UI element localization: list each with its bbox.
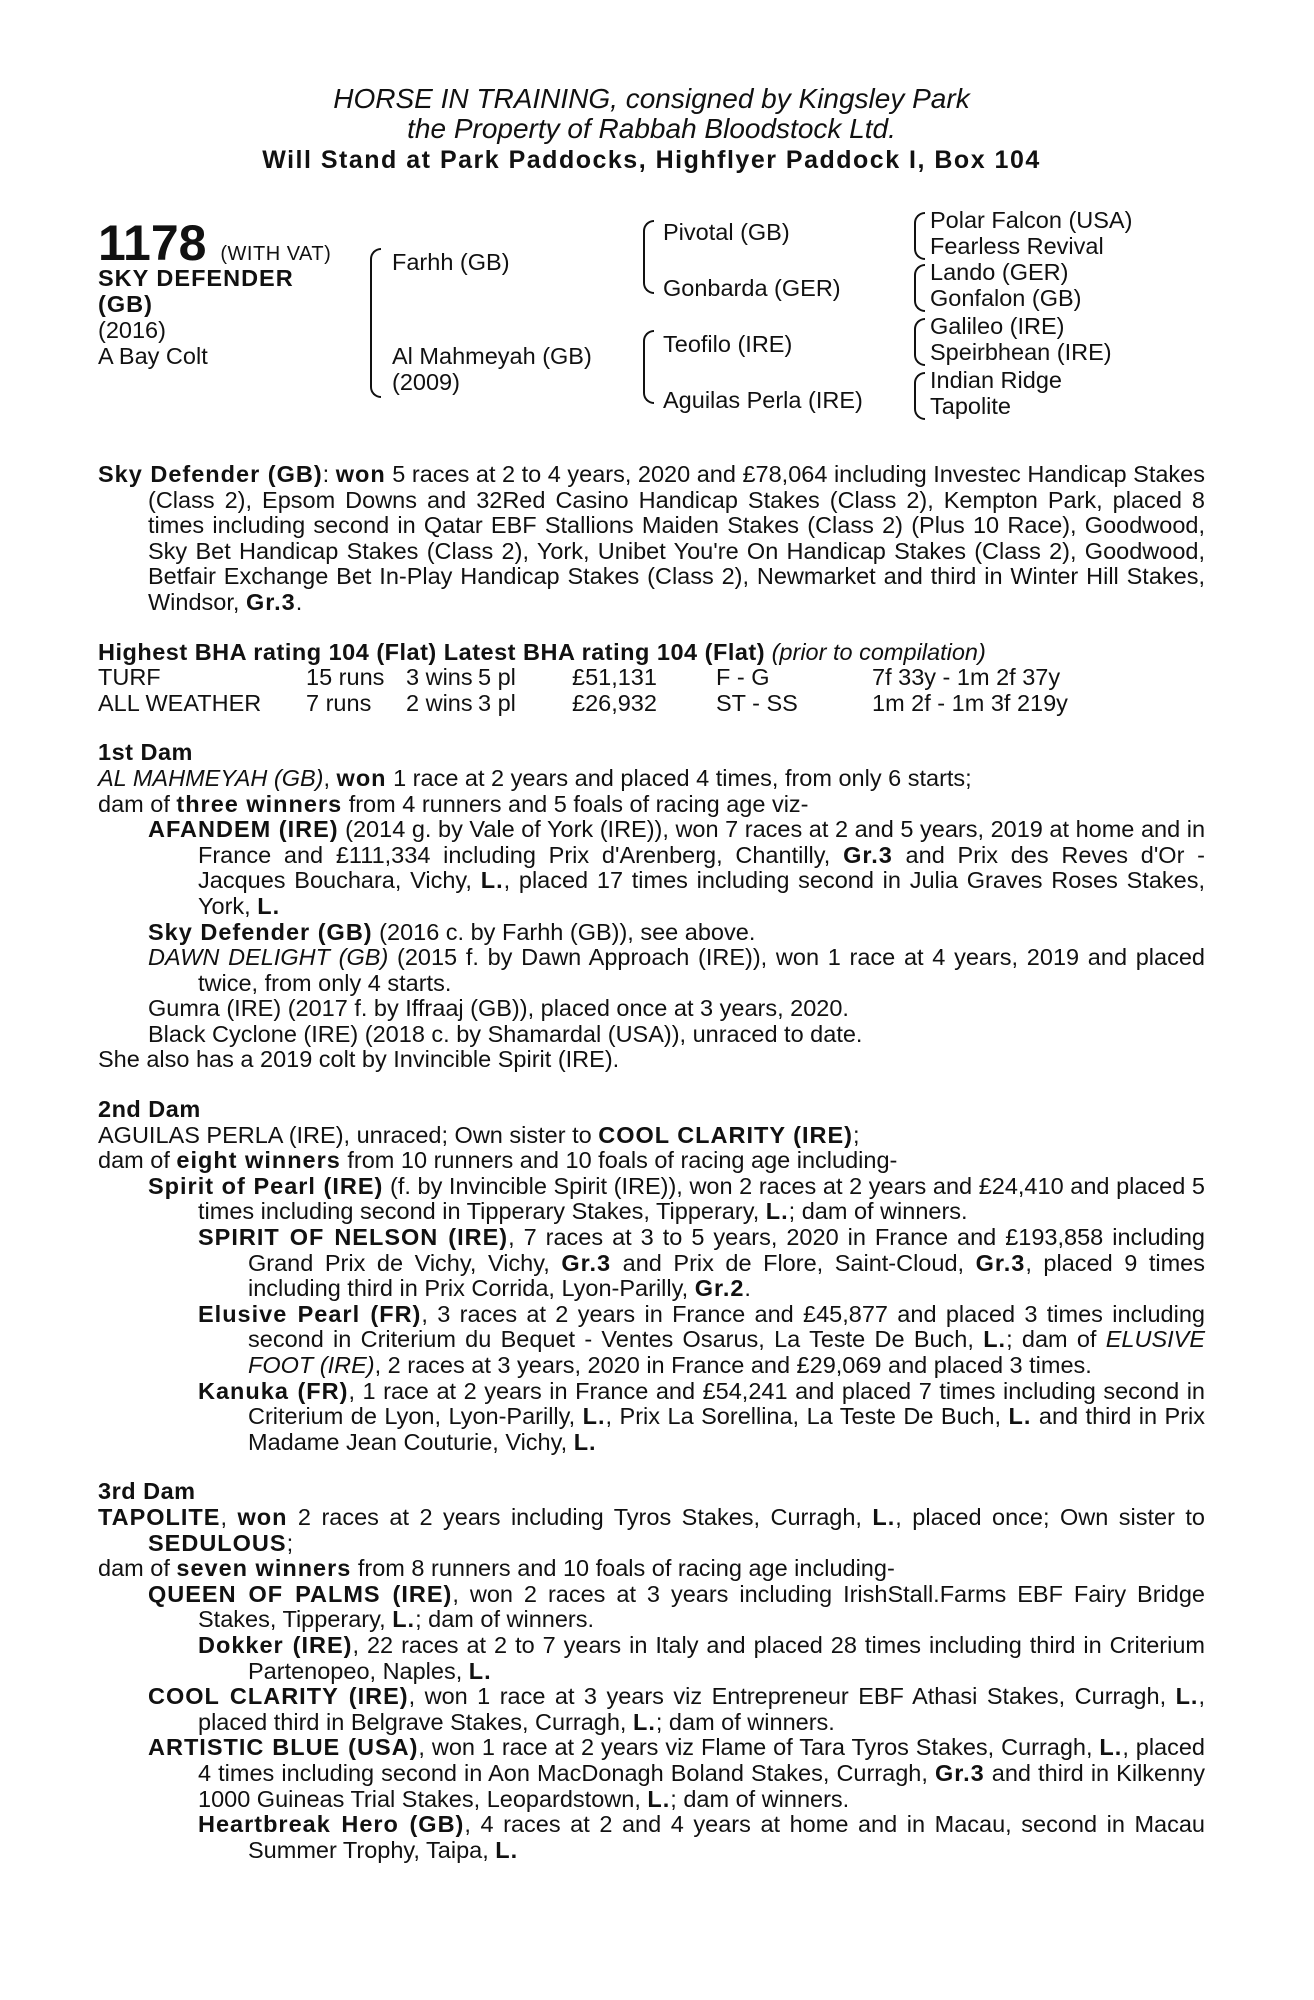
produce-kanuka: Kanuka (FR), 1 race at 2 years in France and £54,241 and placed 7 times including second in Criterium de Lyon, Lyon-Parilly, L., Prix La Sorellina, La Teste De Buch, L. and third in Prix Madame Jean Couturie, Vichy, L. [198,1377,1205,1455]
dam: Al Mahmeyah (GB) [392,343,592,369]
dam-sire: Teofilo (IRE) [663,331,793,357]
second-dam-heading: 2nd Dam [98,1096,201,1123]
dam-year: (2009) [392,369,460,395]
page-header [98,84,1205,176]
dam-dam-dam: Tapolite [930,393,1011,419]
gen3-brace-1 [914,212,925,260]
produce-artistic-blue: ARTISTIC BLUE (USA), won 1 race at 2 years viz Flame of Tara Tyros Stakes, Curragh, L., placed 4 times including second in Aon MacDonagh Boland Stakes, Curragh, Gr.3 and third in Kilkenny 1000 Guineas Trial Stakes, Leopardstown, L.; dam of winners. [148,1734,1206,1812]
dam-parents-brace [643,330,654,404]
sire-dam-brace [370,248,381,398]
produce-afandem: AFANDEM (IRE) (2014 g. by Vale of York (IRE)), won 7 races at 2 and 5 years, 2019 at home and in France and £111,334 including Prix d'Arenberg, Chantilly, Gr.3 and Prix des Reves d'Or - Jacques Bouchara, Vichy, L., placed 17 times including second in Julia Graves Roses Stakes, York, L. [148,816,1206,919]
table-row: ALL WEATHER 7 runs 2 wins 3 pl £26,932 ST - SS 1m 2f - 1m 3f 219y [98,689,1068,716]
horse-name-line1: SKY DEFENDER [98,265,294,291]
gen3-brace-2 [914,264,925,312]
produce-elusive-pearl: Elusive Pearl (FR), 3 races at 2 years in France and £45,877 and placed 3 times including second in Criterium du Bequet - Ventes Osarus, La Teste De Buch, L.; dam of ELUSIVE FOOT (IRE), 2 races at 3 years, 2020 in France and £29,069 and placed 3 times. [198,1300,1206,1378]
produce-heartbreak-hero: Heartbreak Hero (GB), 4 races at 2 and 4 years at home and in Macau, second in Macau Summer Trophy, Taipa, L. [198,1811,1205,1863]
sire-parents-brace [643,220,654,294]
dam-dam: Aguilas Perla (IRE) [663,387,863,413]
sire-sire-dam: Fearless Revival [930,233,1104,259]
lot-number: 1178 [98,215,207,271]
catalogue-page [98,84,1205,1863]
produce-queen-of-palms: QUEEN OF PALMS (IRE), won 2 races at 3 years including IrishStall.Farms EBF Fairy Bridge Stakes, Tipperary, L.; dam of winners. [148,1580,1205,1633]
third-dam-section: 3rd Dam TAPOLITE, won 2 races at 2 years including Tyros Stakes, Curragh, L., placed once; Own sister to SEDULOUS; dam of seven winners from 8 runners and 10 foals of racing age including- QUEEN OF PALMS (IRE), won 2 races at 3 years including IrishStall.Farms EBF Fairy Bridge Stakes, Tipperary, L.; dam of winners. Dokker (IRE), 22 races at 2 to 7 years in Italy and placed 28 times including third in Criterium Partenopeo, Naples, L. COOL CLARITY (IRE), won 1 race at 3 years viz Entrepreneur EBF Athasi Stakes, Curragh, L., placed third in Belgrave Stakes, Curragh, L.; dam of winners. ARTISTIC BLUE (USA), won 1 race at 2 years viz Flame of Tara Tyros Stakes, Curragh, L., placed 4 times including second in Aon MacDonagh Boland Stakes, Curragh, Gr.3 and third in Kilkenny 1000 Guineas Trial Stakes, Leopardstown, L.; dam of winners. Heartbreak Hero (GB), 4 races at 2 and 4 years at home and in Macau, second in Macau Summer Trophy, Taipa, L. [98,1478,1206,1863]
produce-cool-clarity: COOL CLARITY (IRE), won 1 race at 3 years viz Entrepreneur EBF Athasi Stakes, Curragh, L., placed third in Belgrave Stakes, Curragh, L.; dam of winners. [148,1683,1205,1735]
gen3-brace-4 [914,372,925,420]
sire-dam: Gonbarda (GER) [663,275,841,301]
sire: Farhh (GB) [392,249,510,275]
second-dam-section: 2nd Dam AGUILAS PERLA (IRE), unraced; Own sister to COOL CLARITY (IRE); dam of eight winners from 10 runners and 10 foals of racing age including- Spirit of Pearl (IRE) (f. by Invincible Spirit (IRE)), won 2 races at 2 years and £24,410 and placed 5 times including second in Tipperary Stakes, Tipperary, L.; dam of winners. SPIRIT OF NELSON (IRE), 7 races at 3 to 5 years, 2020 in France and £193,858 including Grand Prix de Vichy, Vichy, Gr.3 and Prix de Flore, Saint-Cloud, Gr.3, placed 9 times including third in Prix Corrida, Lyon-Parilly, Gr.2. Elusive Pearl (FR), 3 races at 2 years in France and £45,877 and placed 3 times including second in Criterium du Bequet - Ventes Osarus, La Teste De Buch, L.; dam of ELUSIVE FOOT (IRE), 2 races at 3 years, 2020 in France and £29,069 and placed 3 times. Kanuka (FR), 1 race at 2 years in France and £54,241 and placed 7 times including second in Criterium de Lyon, Lyon-Parilly, L., Prix La Sorellina, La Teste De Buch, L. and third in Prix Madame Jean Couturie, Vichy, L. [98,1096,1206,1455]
sire-sire: Pivotal (GB) [663,219,790,245]
horse-name-line2: (GB) [98,291,153,317]
ratings-block [98,640,1205,717]
horse-description: A Bay Colt [98,343,208,369]
produce-spirit-of-nelson: SPIRIT OF NELSON (IRE), 7 races at 3 to 5 years, 2020 in France and £193,858 including Grand Prix de Vichy, Vichy, Gr.3 and Prix de Flore, Saint-Cloud, Gr.3, placed 9 times including third in Prix Corrida, Lyon-Parilly, Gr.2. [198,1224,1205,1302]
dam-sire-dam: Speirbhean (IRE) [930,339,1112,365]
first-dam-section: 1st Dam AL MAHMEYAH (GB), won 1 race at 2 years and placed 4 times, from only 6 starts; dam of three winners from 4 runners and 5 foals of racing age viz- AFANDEM (IRE) (2014 g. by Vale of York (IRE)), won 7 races at 2 and 5 years, 2019 at home and in France and £111,334 including Prix d'Arenberg, Chantilly, Gr.3 and Prix des Reves d'Or - Jacques Bouchara, Vichy, L., placed 17 times including second in Julia Graves Roses Stakes, York, L. Sky Defender (GB) (2016 c. by Farhh (GB)), see above. DAWN DELIGHT (GB) (2015 f. by Dawn Approach (IRE)), won 1 race at 4 years, 2019 and placed twice, from only 4 starts. Gumra (IRE) (2017 f. by Iffraaj (GB)), placed once at 3 years, 2020. Black Cyclone (IRE) (2018 c. by Shamardal (USA)), unraced to date. She also has a 2019 colt by Invincible Spirit (IRE). [98,739,1206,1073]
bha-rating-line: Highest BHA rating 104 (Flat) Latest BHA rating 104 (Flat) (prior to compilation) [98,638,986,665]
sire-dam-sire: Lando (GER) [930,259,1069,285]
location-line: Will Stand at Park Paddocks, Highflyer Paddock I, Box 104 [262,146,1041,174]
table-row: TURF 15 runs 3 wins 5 pl £51,131 F - G 7f 33y - 1m 2f 37y [98,664,1061,691]
produce-note: She also has a 2019 colt by Invincible Spirit (IRE). [98,1046,620,1073]
property-line: the Property of Rabbah Bloodstock Ltd. [407,113,896,144]
produce-gumra: Gumra (IRE) (2017 f. by Iffraaj (GB)), placed once at 3 years, 2020. [148,995,849,1022]
sire-dam-dam: Gonfalon (GB) [930,285,1082,311]
produce-black-cyclone: Black Cyclone (IRE) (2018 c. by Shamardal (USA)), unraced to date. [148,1020,863,1047]
produce-dokker: Dokker (IRE), 22 races at 2 to 7 years in Italy and placed 28 times including third in Criterium Partenopeo, Naples, L. [198,1631,1205,1684]
produce-dawn-delight: DAWN DELIGHT (GB) (2015 f. by Dawn Approach (IRE)), won 1 race at 4 years, 2019 and placed twice, from only 4 starts. [148,944,1205,996]
dam-dam-sire: Indian Ridge [930,367,1062,393]
produce-spirit-of-pearl: Spirit of Pearl (IRE) (f. by Invincible Spirit (IRE)), won 2 races at 2 years and £24,410 and placed 5 times including second in Tipperary Stakes, Tipperary, L.; dam of winners. [148,1172,1205,1225]
dam-sire-sire: Galileo (IRE) [930,313,1065,339]
gen3-brace-3 [914,318,925,366]
foaling-year: (2016) [98,317,166,343]
produce-sky-defender: Sky Defender (GB) (2016 c. by Farhh (GB)), see above. [148,918,756,945]
pedigree-block [98,206,1205,436]
third-dam-heading: 3rd Dam [98,1478,196,1505]
stats-table [98,665,1068,716]
sire-sire-sire: Polar Falcon (USA) [930,207,1133,233]
vat-note: (WITH VAT) [220,243,332,265]
consignment-line: HORSE IN TRAINING, consigned by Kingsley Park [333,83,970,114]
first-dam-heading: 1st Dam [98,739,193,766]
race-record: Sky Defender (GB): won 5 races at 2 to 4 years, 2020 and £78,064 including Investec Handicap Stakes (Class 2), Epsom Downs and 32Red Casino Handicap Stakes (Class 2), Kempton Park, placed 8 times including second in Qatar EBF Stallions Maiden Stakes (Class 2) (Plus 10 Race), Goodwood, Sky Bet Handicap Stakes (Class 2), York, Unibet You're On Handicap Stakes (Class 2), Goodwood, Betfair Exchange Bet In-Play Handicap Stakes (Class 2), Newmarket and third in Winter Hill Stakes, Windsor, Gr.3. [98,461,1205,615]
